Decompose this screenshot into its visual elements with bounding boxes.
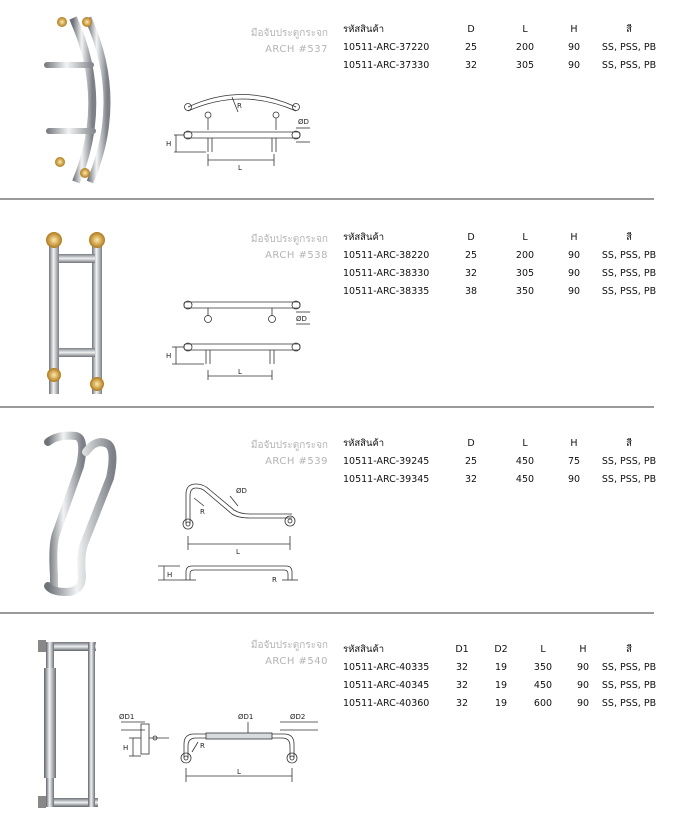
table-header [343, 434, 661, 452]
cell-color: SS, PSS, PB [601, 661, 657, 673]
dimension-diagram-537 [160, 82, 330, 182]
cell-d: 25 [464, 455, 478, 467]
product-title-th: มือจับประตูกระจก [250, 640, 328, 651]
cell-h: 90 [567, 59, 581, 71]
header-h: H [579, 643, 587, 655]
header-code: รหัสสินค้า [343, 437, 385, 449]
cell-d2: 19 [494, 661, 508, 673]
spec-table-539 [343, 434, 661, 488]
header-d: D [467, 231, 475, 243]
dim-label-r: R [237, 102, 242, 110]
cell-code: 10511-ARC-40335 [343, 661, 430, 673]
dim-label-r: R [200, 742, 205, 750]
header-d1: D1 [455, 643, 469, 655]
cell-l: 305 [515, 267, 535, 279]
spec-table-540 [343, 640, 657, 712]
table-row [343, 452, 661, 470]
dim-label-l: L [236, 548, 240, 556]
cell-code: 10511-ARC-39245 [343, 455, 430, 467]
cell-d: 25 [464, 249, 478, 261]
dim-label-r2: R [272, 576, 277, 584]
dim-label-d: ØD [296, 315, 307, 323]
cell-d1: 32 [455, 661, 469, 673]
cell-code: 10511-ARC-37220 [343, 41, 430, 53]
cell-d1: 32 [455, 697, 469, 709]
product-title-en: ARCH #540 [265, 656, 328, 667]
table-row [343, 56, 661, 74]
header-l: L [522, 23, 528, 35]
cell-l: 450 [533, 679, 553, 691]
dim-label-h: H [166, 352, 172, 360]
product-title-en: ARCH #537 [265, 44, 328, 55]
cell-h: 90 [576, 661, 590, 673]
cell-color: SS, PSS, PB [601, 41, 657, 53]
cell-d2: 19 [494, 679, 508, 691]
table-row [343, 658, 657, 676]
cell-h: 90 [576, 679, 590, 691]
product-section-537 [0, 0, 676, 198]
cell-color: SS, PSS, PB [601, 679, 657, 691]
cell-code: 10511-ARC-37330 [343, 59, 430, 71]
cell-color: SS, PSS, PB [601, 249, 657, 261]
cell-h: 90 [567, 41, 581, 53]
dim-label-h: H [123, 744, 129, 752]
header-h: H [570, 23, 578, 35]
product-title-th: มือจับประตูกระจก [250, 440, 328, 451]
cell-d: 32 [464, 267, 478, 279]
cell-d1: 32 [455, 679, 469, 691]
header-color: สี [626, 231, 632, 243]
header-d: D [467, 437, 475, 449]
dim-label-d1-main: ØD1 [238, 713, 254, 721]
header-color: สี [626, 643, 632, 655]
table-header [343, 228, 661, 246]
header-h: H [570, 437, 578, 449]
product-section-539 [0, 408, 676, 612]
handle-photo-538 [40, 226, 120, 426]
dim-label-d: ØD [236, 487, 247, 495]
cell-l: 200 [515, 41, 535, 53]
table-row [343, 38, 661, 56]
header-code: รหัสสินค้า [343, 231, 385, 243]
table-row [343, 282, 661, 300]
dim-label-d: ØD [298, 118, 309, 126]
cell-l: 350 [515, 285, 535, 297]
cell-l: 450 [515, 473, 535, 485]
cell-h: 90 [567, 285, 581, 297]
cell-d: 25 [464, 41, 478, 53]
table-header [343, 20, 661, 38]
product-section-540 [0, 614, 676, 838]
dimension-diagram-538 [160, 292, 330, 382]
product-title-th: มือจับประตูกระจก [250, 234, 328, 245]
table-row [343, 676, 657, 694]
table-header [343, 640, 657, 658]
header-l: L [522, 437, 528, 449]
dim-label-l: L [237, 768, 241, 776]
header-l: L [540, 643, 546, 655]
spec-table-538 [343, 228, 661, 300]
cell-l: 200 [515, 249, 535, 261]
table-row [343, 470, 661, 488]
cell-l: 305 [515, 59, 535, 71]
product-section-538 [0, 200, 676, 406]
header-color: สี [626, 23, 632, 35]
cell-code: 10511-ARC-38335 [343, 285, 430, 297]
header-l: L [522, 231, 528, 243]
cell-h: 90 [567, 249, 581, 261]
cell-code: 10511-ARC-38330 [343, 267, 430, 279]
dimension-diagram-540-side [115, 710, 175, 790]
cell-h: 90 [567, 267, 581, 279]
dim-label-h: H [167, 571, 173, 579]
cell-code: 10511-ARC-39345 [343, 473, 430, 485]
cell-d2: 19 [494, 697, 508, 709]
header-code: รหัสสินค้า [343, 643, 385, 655]
cell-d: 32 [464, 473, 478, 485]
cell-l: 600 [533, 697, 553, 709]
product-title-en: ARCH #538 [265, 250, 328, 261]
cell-d: 32 [464, 59, 478, 71]
cell-d: 38 [464, 285, 478, 297]
cell-color: SS, PSS, PB [601, 59, 657, 71]
cell-color: SS, PSS, PB [601, 473, 657, 485]
dim-label-d2: ØD2 [290, 713, 306, 721]
header-code: รหัสสินค้า [343, 23, 385, 35]
product-title-en: ARCH #539 [265, 456, 328, 467]
header-h: H [570, 231, 578, 243]
cell-h: 90 [576, 697, 590, 709]
cell-code: 10511-ARC-38220 [343, 249, 430, 261]
cell-h: 75 [567, 455, 581, 467]
cell-color: SS, PSS, PB [601, 455, 657, 467]
table-row [343, 246, 661, 264]
header-d: D [467, 23, 475, 35]
spec-table-537 [343, 20, 661, 74]
cell-h: 90 [567, 473, 581, 485]
dim-label-l: L [238, 368, 242, 376]
cell-color: SS, PSS, PB [601, 697, 657, 709]
table-row [343, 694, 657, 712]
header-d2: D2 [494, 643, 508, 655]
cell-code: 10511-ARC-40345 [343, 679, 430, 691]
cell-color: SS, PSS, PB [601, 267, 657, 279]
handle-photo-540 [36, 628, 116, 828]
dimension-diagram-540 [168, 710, 328, 810]
dim-label-h: H [166, 140, 172, 148]
handle-photo-537 [40, 10, 130, 190]
cell-l: 350 [533, 661, 553, 673]
cell-l: 450 [515, 455, 535, 467]
header-color: สี [626, 437, 632, 449]
dim-label-r: R [200, 508, 205, 516]
table-row [343, 264, 661, 282]
product-title-th: มือจับประตูกระจก [250, 28, 328, 39]
dim-label-l: L [238, 164, 242, 172]
cell-color: SS, PSS, PB [601, 285, 657, 297]
dim-label-d1: ØD1 [119, 713, 135, 721]
handle-photo-539 [36, 426, 126, 616]
cell-code: 10511-ARC-40360 [343, 697, 430, 709]
